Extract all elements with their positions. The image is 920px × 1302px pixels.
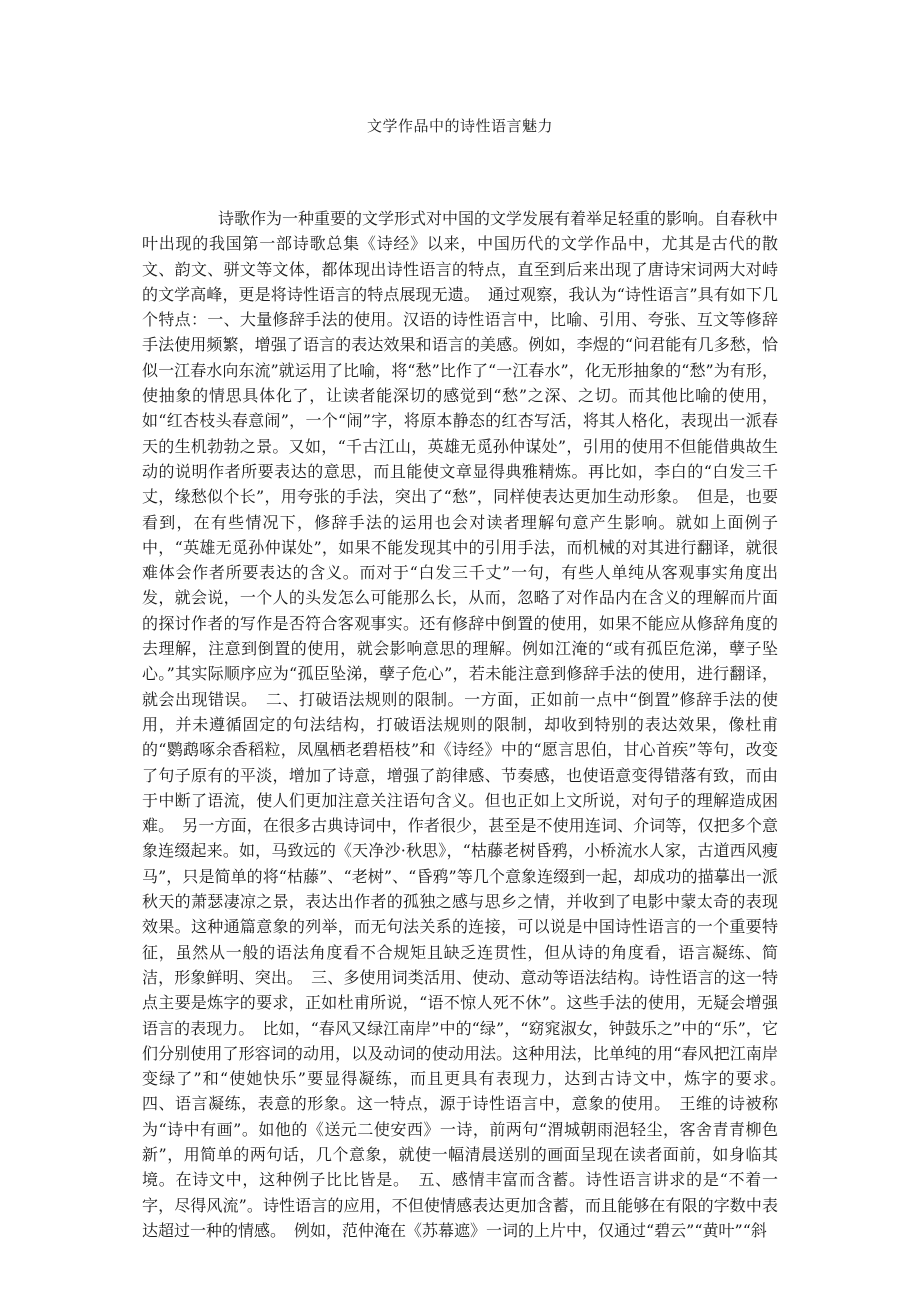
page-title: 文学作品中的诗性语言魅力 <box>366 117 553 135</box>
article-body: 诗歌作为一种重要的文学形式对中国的文学发展有着举足轻重的影响。自春秋中叶出现的我国第一部诗歌总集《诗经》以来，中国历代的文学作品中，尤其是古代的散文、韵文、骈文等文体，都体现出诗性语言的特点，直至到后来出现了唐诗宋词两大对峙的文学高峰，更是将诗性语言的特点展现无遗。 通过观察，我认为“诗性语言”具有如下几个特点：一、大量修辞手法的使用。汉语的诗性语言中，比喻、引用、夸张、互文等修辞手法使用频繁，增强了语言的表达效果和语言的美感。例如，李煜的“问君能有几多愁，恰似一江春水向东流”就运用了比喻，将“愁”比作了“一江春水”，化无形抽象的“愁”为有形，使抽象的情思具体化了，让读者能深切的感觉到“愁”之深、之切。而其他比喻的使用，如“红杏枝头春意闹”，一个“闹”字，将原本静态的红杏写活，将其人格化，表现出一派春天的生机勃勃之景。又如，“千古江山，英雄无觅孙仲谋处”，引用的使用不但能借典故生动的说明作者所要表达的意思，而且能使文章显得典雅精炼。再比如，李白的“白发三千丈，缘愁似个长”，用夸张的手法，突出了“愁”，同样使表达更加生动形象。 但是，也要看到，在有些情况下，修辞手法的运用也会对读者理解句意产生影响。就如上面例子中，“英雄无觅孙仲谋处”，如果不能发现其中的引用手法，而机械的对其进行翻译，就很难体会作者所要表达的含义。而对于“白发三千丈”一句，有些人单纯从客观事实角度出发，就会说，一个人的头发怎么可能那么长，从而，忽略了对作品内在含义的理解而片面的探讨作者的写作是否符合客观事实。还有修辞中倒置的使用，如果不能应从修辞角度的去理解，注意到倒置的使用，就会影响意思的理解。例如江淹的“或有孤臣危涕，孽子坠心。”其实际顺序应为“孤臣坠涕，孽子危心”，若未能注意到修辞手法的使用，进行翻译，就会出现错误。 二、打破语法规则的限制。一方面，正如前一点中“倒置”修辞手法的使用，并未遵循固定的句法结构，打破语法规则的限制，却收到特别的表达效果，像杜甫的“鹦鹉啄余香稻粒，凤凰栖老碧梧枝”和《诗经》中的“愿言思伯，甘心首疾”等句，改变了句子原有的平淡，增加了诗意，增强了韵律感、节奏感，也使语意变得错落有致，而由于中断了语流，使人们更加注意关注语句含义。但也正如上文所说，对句子的理解造成困难。 另一方面，在很多古典诗词中，作者很少，甚至是不使用连词、介词等，仅把多个意象连缀起来。如，马致远的《天净沙·秋思》，“枯藤老树昏鸦，小桥流水人家，古道西风瘦马”，只是简单的将“枯藤”、“老树”、“昏鸦”等几个意象连缀到一起，却成功的描摹出一派秋天的萧瑟凄凉之景，表达出作者的孤独之感与思乡之情，并收到了电影中蒙太奇的表现效果。这种通篇意象的列举，而无句法关系的连接，可以说是中国诗性语言的一个重要特征，虽然从一般的语法角度看不合规矩且缺乏连贯性，但从诗的角度看，语言凝练、简洁，形象鲜明、突出。 三、多使用词类活用、使动、意动等语法结构。诗性语言的这一特点主要是炼字的要求，正如杜甫所说，“语不惊人死不休”。这些手法的使用，无疑会增强语言的表现力。 比如，“春风又绿江南岸”中的“绿”，“窈窕淑女，钟鼓乐之”中的“乐”，它们分别使用了形容词的动用，以及动词的使动用法。这种用法，比单纯的用“春风把江南岸变绿了”和“使她快乐”要显得凝练，而且更具有表现力，达到古诗文中，炼字的要求。 四、语言凝练，表意的形象。这一特点，源于诗性语言中，意象的使用。 王维的诗被称为“诗中有画”。如他的《送元二使安西》一诗，前两句“渭城朝雨浥轻尘，客舍青青柳色新”，用简单的两句话，几个意象，就使一幅清晨送别的画面呈现在读者面前，如身临其境。在诗文中，这种例子比比皆是。 五、感情丰富而含蓄。诗性语言讲求的是“不着一字，尽得风流”。诗性语言的应用，不但使情感表达更加含蓄，而且能够在有限的字数中表达超过一种的情感。 例如，范仲淹在《苏幕遮》一词的上片中，仅通过“碧云”“黄叶”“斜 <box>142 209 795 1240</box>
